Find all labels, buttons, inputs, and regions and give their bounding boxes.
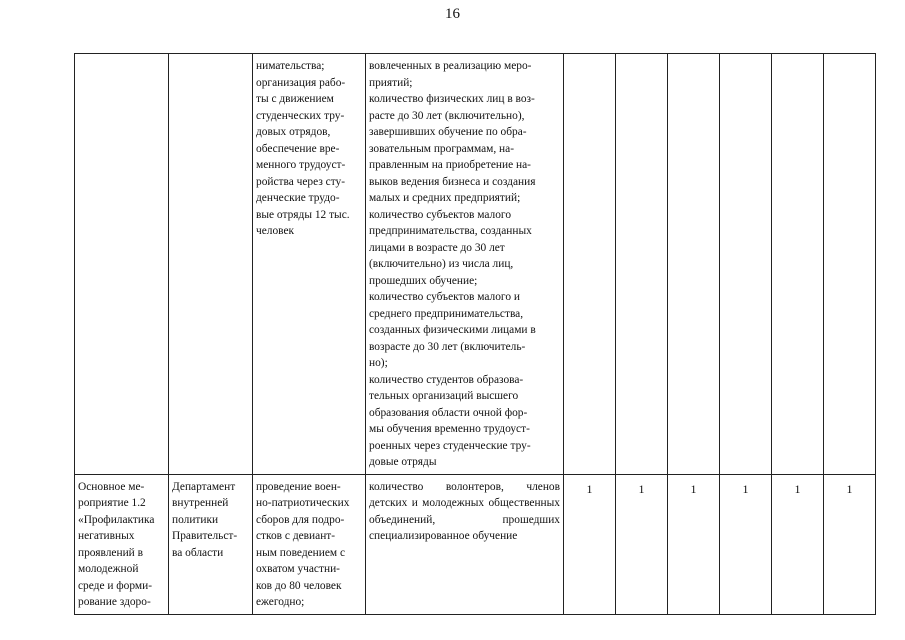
activities-table (74, 53, 876, 615)
value-cell: 1 (564, 474, 616, 614)
value-cell: 1 (824, 474, 876, 614)
value-cell: 1 (616, 474, 668, 614)
value-cell (564, 54, 616, 475)
table-row (75, 474, 876, 614)
value-cell: 1 (668, 474, 720, 614)
value-cell (720, 54, 772, 475)
event-cell: Основное ме- роприятие 1.2 «Профилактика негативных проявлений в молодежной среде и форми- рование здоро- (75, 474, 169, 614)
page-number: 16 (445, 6, 460, 22)
executor-cell (169, 54, 253, 475)
value-cell (616, 54, 668, 475)
table-row (75, 54, 876, 475)
indicators-cell: вовлеченных в реализацию меро- приятий; количество физических лиц в воз- расте до 30 лет (включительно), завершивших обучение по обра- зовательным программам, на- правленным на приобретение на- выков ведения бизнеса и создания малых и средних предприятий; количество субъектов малого предпринимательства, созданных лицами в возрасте до 30 лет (включительно) из числа лиц, прошедших обучение; количество субъектов малого и среднего предпринимательства, созданных физическими лицами в возрасте до 30 лет (включитель- но); количество студентов образова- тельных организаций высшего образования области очной фор- мы обучения временно трудоуст- роенных через студенческие тру- довые отряды (366, 54, 564, 475)
value-cell (668, 54, 720, 475)
event-cell (75, 54, 169, 475)
description-cell: нимательства; организация рабо- ты с движением студенческих тру- довых отрядов, обеспечение вре- менного трудоуст- ройства через сту- денческие трудо- вые отряды 12 тыс. человек (253, 54, 366, 475)
value-cell (824, 54, 876, 475)
description-cell: проведение воен- но-патриотических сборов для подро- стков с девиант- ным поведением с охватом участни- ков до 80 человек ежегодно; (253, 474, 366, 614)
value-cell: 1 (720, 474, 772, 614)
value-cell (772, 54, 824, 475)
executor-cell: Департамент внутренней политики Правительст- ва области (169, 474, 253, 614)
value-cell: 1 (772, 474, 824, 614)
indicators-cell: количество волонтеров, членов детских и молодежных общественных объединений, прошедших специализированное обучение (366, 474, 564, 614)
